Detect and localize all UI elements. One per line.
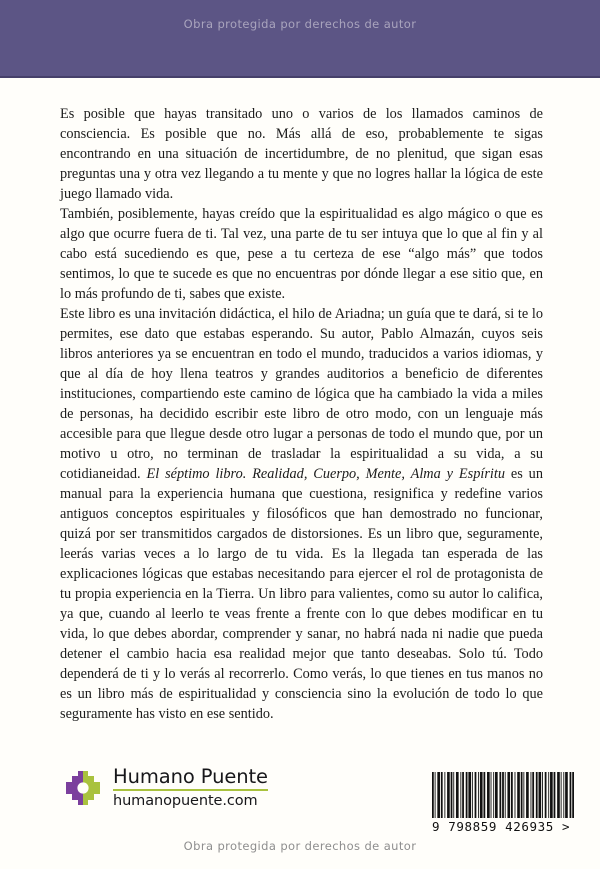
- publisher-rule: [113, 789, 268, 791]
- publisher-wordmark: [113, 766, 268, 810]
- publisher-url: humanopuente.com: [113, 792, 258, 809]
- banner-divider: [0, 76, 600, 78]
- blurb-paragraph-3: [60, 304, 543, 724]
- publisher-logo: [62, 766, 268, 810]
- blurb-paragraph-1: Es posible que hayas transitado uno o varios de los llamados caminos de consciencia. Es posible que no. Más allá de eso, probablemente te sigas encontrando en una situación de incertidumbre, de no plenitud, que sigan esas preguntas una y otra vez llegando a tu mente y que no logres hallar la lógica de este juego llamado vida.: [60, 106, 543, 202]
- back-cover-blurb: [60, 104, 543, 724]
- book-title-italic: El séptimo libro. Realidad, Cuerpo, Mente, Alma y Espíritu: [146, 466, 505, 482]
- stepped-cross-logo-icon: [62, 767, 104, 809]
- barcode-bars: [432, 772, 574, 818]
- isbn-barcode: [432, 772, 574, 834]
- blurb-paragraph-3-lead: Este libro es una invitación didáctica, el hilo de Ariadna; un guía que te dará, si te lo permites, ese dato que estabas esperando. Su autor, Pablo Almazán, cuyos seis libros anteriores ya se encuentran en todo el mundo, traducidos a varios idiomas, y que al día de hoy llena teatros y grandes auditorios a beneficio de diferentes instituciones, compartiendo este camino de lógica que ha cambiado la vida a miles de personas, ha decidido escribir este libro de otro modo, con un lenguaje más accesible para que llegue desde otro lugar a personas de todo el mundo que, por un motivo u otro, no terminan de trasladar la espiritualidad a su vida, a su cotidianeidad.: [60, 306, 543, 482]
- barcode-digits: 9 798859 426935 >: [432, 819, 571, 834]
- blurb-paragraph-3-tail: es un manual para la experiencia humana que cuestiona, resignifica y redefine varios antiguos conceptos espirituales y filosóficos que han demostrado no funcionar, quizá por ser transmitidos cargados de distorsiones. Es un libro que, seguramente, leerás varias veces a lo largo de tu vida. Es la llegada tan esperada de las explicaciones lógicas que estabas necesitando para ejercer el rol de protagonista de tu propia experiencia en la Tierra. Un libro para valientes, como su autor lo califica, ya que, cuando al leerlo te veas frente a frente con lo que debes modificar en tu vida, lo que debes abordar, comprender y sanar, no habrá nada ni nadie que pueda detener el cambio hacia esa realidad mejor que tanto deseabas. Solo tú. Todo dependerá de ti y lo verás al recorrerlo. Como verás, lo que tienes en tus manos no es un libro más de espiritualidad y consciencia sino la evolución de todo lo que seguramente has visto en ese sentido.: [60, 466, 543, 722]
- publisher-name: Humano Puente: [113, 765, 268, 788]
- top-copyright-banner: [0, 0, 600, 76]
- top-copyright-notice: Obra protegida por derechos de autor: [183, 17, 417, 31]
- blurb-paragraph-2: También, posiblemente, hayas creído que la espiritualidad es algo mágico o que es algo que ocurre fuera de ti. Tal vez, una parte de tu ser intuya que lo que al fin y al cabo está sucediendo es que, pese a tu certeza de ese “algo más” que todos sentimos, lo que te sucede es que no encuentras por dónde llegar a ese sitio que, en lo más profundo de ti, sabes que existe.: [60, 206, 543, 302]
- bottom-copyright-notice: Obra protegida por derechos de autor: [183, 839, 417, 853]
